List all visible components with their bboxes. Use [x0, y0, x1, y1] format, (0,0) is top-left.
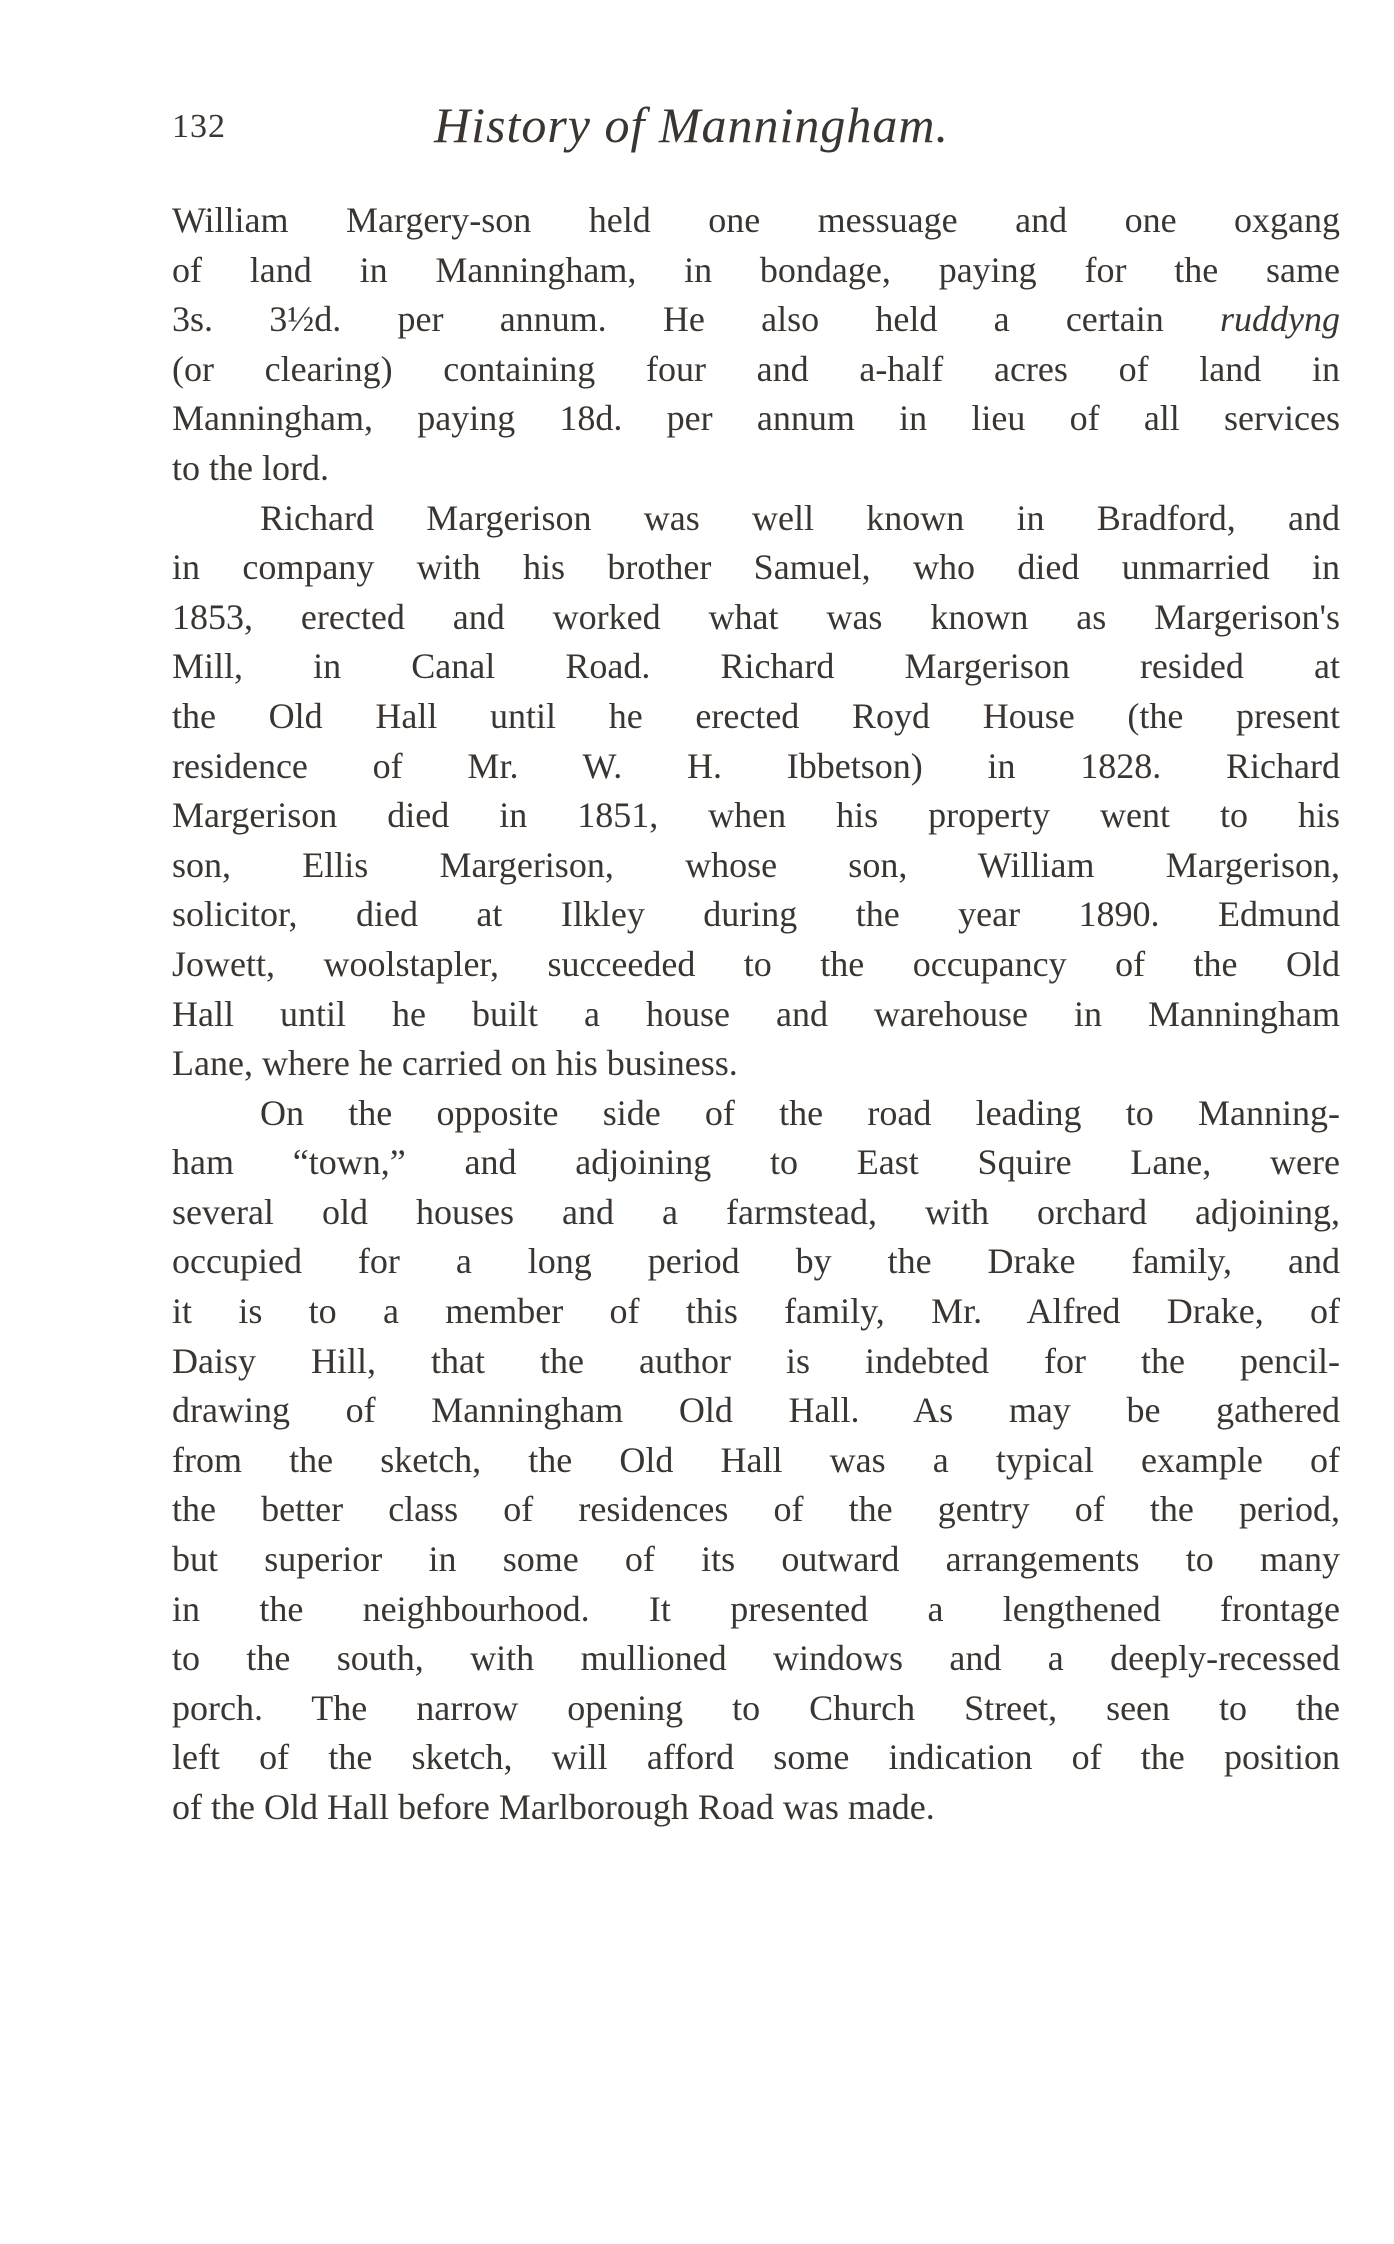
- text-line: [172, 295, 1340, 345]
- italic-term: ruddyng: [1220, 299, 1340, 340]
- text-line: left of the sketch, will afford some indication of the position: [172, 1737, 1340, 1778]
- text-line: Richard Margerison was well known in Bradford, and: [260, 497, 1340, 538]
- text-line: 1853, erected and worked what was known as Margerison's: [172, 596, 1340, 637]
- text-line: of the Old Hall before Marlborough Road was made.: [172, 1787, 935, 1827]
- text-line: in company with his brother Samuel, who died unmarried in: [172, 547, 1340, 588]
- text-line-segment: 3s. 3½d. per annum. He also held a certain: [172, 299, 1220, 340]
- text-line: porch. The narrow opening to Church Street, seen to the: [172, 1687, 1340, 1728]
- text-line: William Margery-son held one messuage and one oxgang: [172, 200, 1340, 240]
- paragraph: [172, 196, 1340, 494]
- text-line: several old houses and a farmstead, with orchard adjoining,: [172, 1191, 1340, 1232]
- text-line: residence of Mr. W. H. Ibbetson) in 1828. Richard: [172, 745, 1340, 786]
- running-title: History of Manningham.: [434, 97, 950, 153]
- text-line: it is to a member of this family, Mr. Alfred Drake, of: [172, 1291, 1340, 1332]
- text-line: to the south, with mullioned windows and a deeply-recessed: [172, 1638, 1340, 1679]
- text-line: solicitor, died at Ilkley during the year 1890. Edmund: [172, 894, 1340, 935]
- text-line: but superior in some of its outward arrangements to many: [172, 1539, 1340, 1580]
- text-line: drawing of Manningham Old Hall. As may be gathered: [172, 1390, 1340, 1431]
- text-line: from the sketch, the Old Hall was a typical example of: [172, 1439, 1340, 1480]
- text-line: in the neighbourhood. It presented a lengthened frontage: [172, 1588, 1340, 1629]
- text-line: son, Ellis Margerison, whose son, William Margerison,: [172, 844, 1340, 885]
- text-line: On the opposite side of the road leading to Manning-: [260, 1092, 1340, 1133]
- page-header: [172, 96, 1340, 166]
- text-line: of land in Manningham, in bondage, paying for the same: [172, 249, 1340, 290]
- paragraph: [172, 494, 1340, 1089]
- text-line: to the lord.: [172, 447, 329, 488]
- text-line: Hall until he built a house and warehouse in Manningham: [172, 993, 1340, 1034]
- text-line: Lane, where he carried on his business.: [172, 1043, 738, 1084]
- text-line: Jowett, woolstapler, succeeded to the occupancy of the Old: [172, 943, 1340, 984]
- text-line: occupied for a long period by the Drake family, and: [172, 1241, 1340, 1282]
- text-line: Manningham, paying 18d. per annum in lieu of all services: [172, 398, 1340, 439]
- text-line: Margerison died in 1851, when his property went to his: [172, 795, 1340, 836]
- page-number: 132: [172, 108, 226, 145]
- text-line: Mill, in Canal Road. Richard Margerison resided at: [172, 646, 1340, 687]
- body-text: [172, 196, 1340, 1833]
- text-line: Daisy Hill, that the author is indebted for the pencil-: [172, 1340, 1340, 1381]
- text-line: ham “town,” and adjoining to East Squire Lane, were: [172, 1142, 1340, 1183]
- paragraph: [172, 1089, 1340, 1833]
- text-line: the better class of residences of the gentry of the period,: [172, 1489, 1340, 1530]
- text-line: (or clearing) containing four and a-half acres of land in: [172, 348, 1340, 389]
- text-line: the Old Hall until he erected Royd House (the present: [172, 695, 1340, 736]
